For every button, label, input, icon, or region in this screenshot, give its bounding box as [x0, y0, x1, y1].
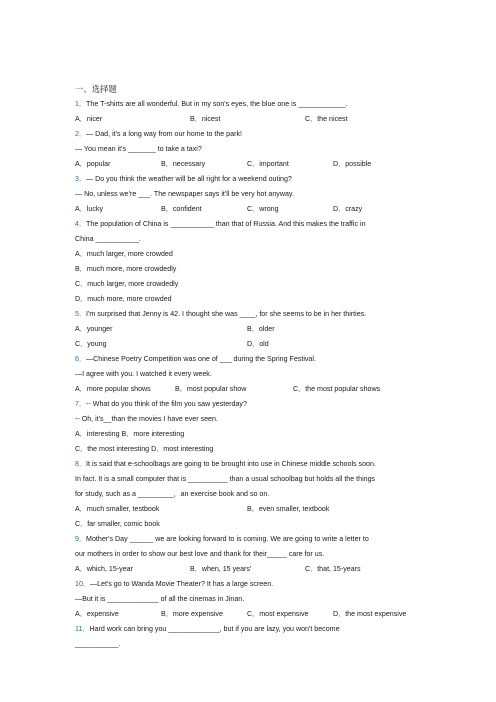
question-number: 5．: [75, 310, 87, 318]
answer-option: C．that, 15-years: [305, 565, 361, 573]
question-text: It is said that e-schoolbags are going to be brought into use in Chinese middle schools soon.: [86, 460, 376, 468]
question-text: Hard work can bring you _____________, but if you are lazy, you won't become: [89, 625, 340, 633]
answer-option: D．much more, more crowded: [75, 295, 172, 303]
option-row: [75, 322, 420, 337]
answer-option: B．older: [247, 325, 275, 333]
question-item: [75, 577, 420, 622]
question-item: [75, 172, 420, 217]
question-number: 4．: [75, 220, 87, 228]
answer-option: B．confident: [161, 205, 202, 213]
answer-option: A．lucky: [75, 205, 103, 213]
question-item: [75, 532, 420, 577]
question-stem: [75, 217, 420, 232]
question-text: — Do you think the weather will be all right for a weekend outing?: [86, 175, 292, 183]
option-row: [75, 112, 420, 127]
question-continuation: —I agree with you. I watched it every week.: [75, 370, 212, 378]
question-continuation: China ___________.: [75, 235, 141, 243]
question-number: 3．: [75, 175, 87, 183]
question-continuation: — You mean it's _______ to take a taxi?: [75, 145, 202, 153]
question-text: — Dad, it's a long way from our home to the park!: [86, 130, 242, 138]
answer-option: A．interesting B．more interesting: [75, 430, 185, 438]
question-stem: [75, 172, 420, 187]
question-number: 9．: [75, 535, 87, 543]
answer-option: A．popular: [75, 160, 111, 168]
answer-option: B．necessary: [161, 160, 206, 168]
answer-option: A．more popular shows: [75, 385, 151, 393]
question-number: 1．: [75, 100, 87, 108]
answer-option: B．even smaller, textbook: [247, 505, 330, 513]
question-stem: [75, 532, 420, 547]
answer-option: C．far smaller, comic book: [75, 520, 160, 528]
answer-option: C．the most interesting D．most interesting: [75, 445, 214, 453]
question-list: [75, 82, 420, 652]
question-text: —Chinese Poetry Competition was one of ___ during the Spring Festival.: [86, 355, 316, 363]
question-continuation: ___________.: [75, 640, 121, 648]
question-item: [75, 352, 420, 397]
answer-option: B．nicest: [190, 115, 221, 123]
question-number: 7．: [75, 400, 87, 408]
answer-option: D．the most expensive: [333, 610, 407, 618]
answer-option: A．younger: [75, 325, 113, 333]
question-stem: [75, 307, 420, 322]
answer-option: B．more expensive: [161, 610, 223, 618]
answer-option: D．old: [247, 340, 269, 348]
answer-option: B．much more, more crowdedly: [75, 265, 177, 273]
question-number: 11．: [75, 625, 90, 633]
question-number: 2．: [75, 130, 87, 138]
question-stem: [75, 127, 420, 142]
question-text: —Let's go to Wanda Movie Theater? It has a large screen.: [89, 580, 274, 588]
answer-option: B．most popular show: [175, 385, 247, 393]
answer-option: C．the most popular shows: [293, 385, 381, 393]
question-item: [75, 622, 420, 652]
option-row: [75, 157, 420, 172]
answer-option: C．important: [247, 160, 289, 168]
question-item: [75, 397, 420, 457]
answer-option: C．wrong: [247, 205, 279, 213]
question-stem: [75, 352, 420, 367]
answer-option: D．crazy: [333, 205, 363, 213]
question-continuation: In fact. It is a small computer that is __________ than a usual schoolbag but holds all the things: [75, 475, 376, 483]
answer-option: A．which, 15-year: [75, 565, 133, 573]
option-row: [75, 607, 420, 622]
answer-option: C．young: [75, 340, 107, 348]
question-item: [75, 127, 420, 172]
answer-option: A．expensive: [75, 610, 119, 618]
answer-option: A．nicer: [75, 115, 103, 123]
option-row: [75, 562, 420, 577]
question-item: [75, 307, 420, 352]
question-text: I'm surprised that Jenny is 42. I thought she was ____, for she seems to be in her thirties.: [86, 310, 367, 318]
question-continuation: for study, such as a _________，an exercise book and so on.: [75, 490, 270, 498]
question-number: 8．: [75, 460, 87, 468]
question-item: [75, 457, 420, 532]
option-row: [75, 202, 420, 217]
question-item: [75, 217, 420, 307]
question-continuation: our mothers in order to show our best love and thank for their_____ care for us.: [75, 550, 325, 558]
answer-option: C．most expensive: [247, 610, 309, 618]
question-number: 10．: [75, 580, 90, 588]
option-row: [75, 337, 420, 352]
section-title: 一、选择题: [75, 84, 117, 94]
question-item: [75, 97, 420, 127]
question-text: Mother's Day ______ we are looking forward to is coming. We are going to write a letter to: [86, 535, 369, 543]
question-stem: [75, 397, 420, 412]
question-stem: [75, 577, 420, 592]
answer-option: C．much larger, more crowdedly: [75, 280, 179, 288]
question-stem: [75, 622, 420, 637]
option-row: [75, 502, 420, 517]
question-continuation: —But it is _____________ of all the cinemas in Jinan.: [75, 595, 245, 603]
question-continuation: — No, unless we're ___. The newspaper says it'll be very hot anyway.: [75, 190, 294, 198]
question-number: 6．: [75, 355, 87, 363]
answer-option: C．the nicest: [305, 115, 348, 123]
answer-option: A．much smaller, testbook: [75, 505, 160, 513]
question-continuation: -- Oh, it's__than the movies I have ever seen.: [75, 415, 218, 423]
option-row: [75, 382, 420, 397]
answer-option: B．when, 15 years': [190, 565, 252, 573]
question-text: The population of China is ___________ than that of Russia. And this makes the traffic in: [86, 220, 366, 228]
question-text: The T-shirts are all wonderful. But in my son's eyes, the blue one is ____________.: [86, 100, 348, 108]
answer-option: A．much larger, more crowded: [75, 250, 173, 258]
question-stem: [75, 457, 420, 472]
question-text: -- What do you think of the film you saw yesterday?: [86, 400, 247, 408]
answer-option: D．possible: [333, 160, 372, 168]
question-stem: [75, 97, 420, 112]
